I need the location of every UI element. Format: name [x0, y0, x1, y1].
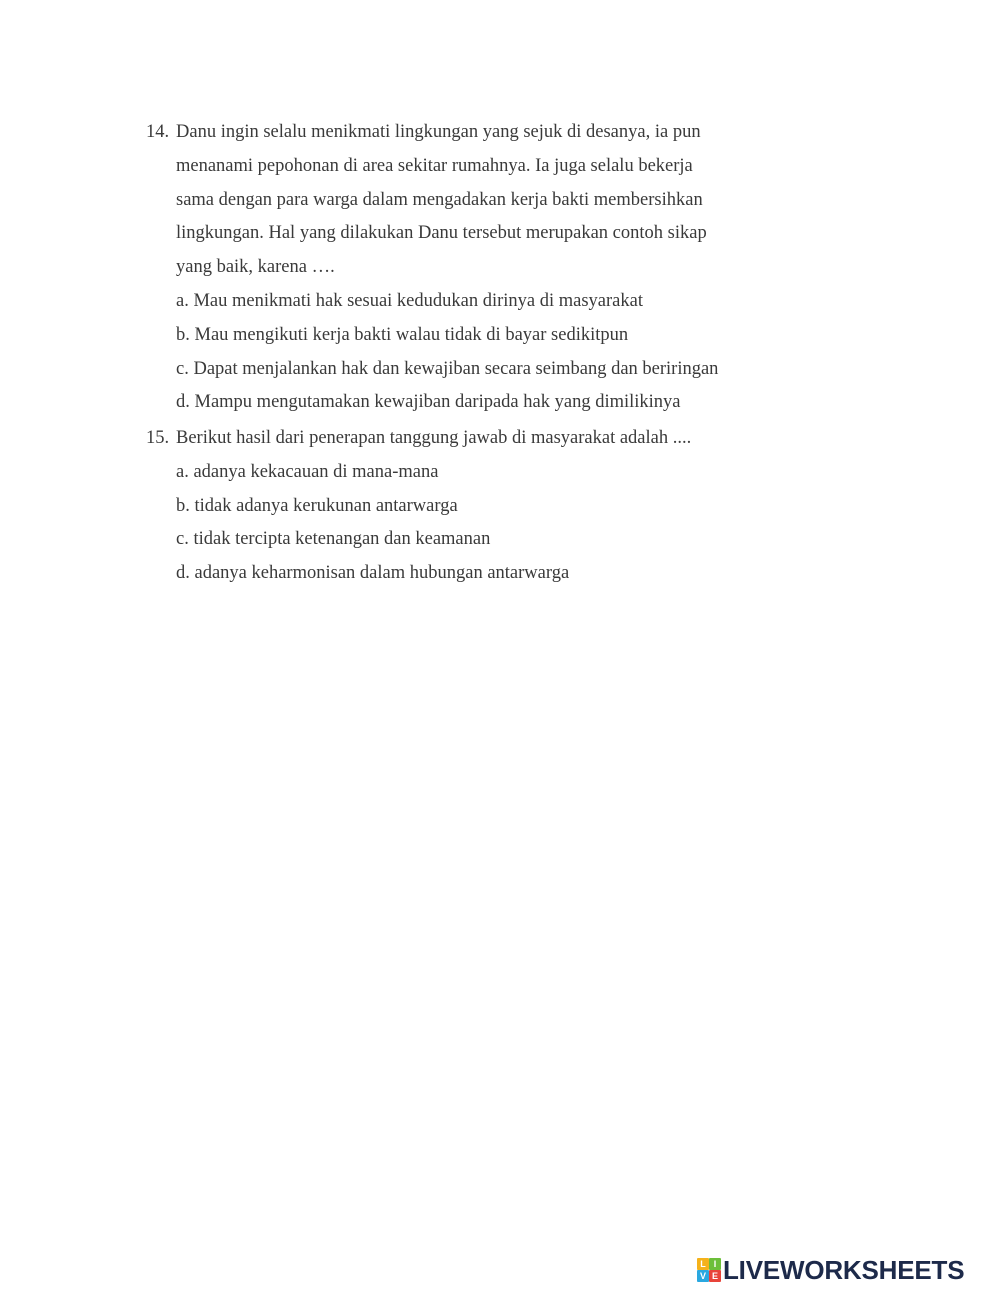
answer-option-d[interactable]: d. Mampu mengutamakan kewajiban daripada hak yang dimilikinya — [176, 392, 681, 413]
question-line: yang baik, karena …. — [176, 257, 335, 278]
logo-letter: I — [709, 1258, 721, 1270]
question-14 — [146, 116, 786, 420]
answer-option-d[interactable]: d. adanya keharmonisan dalam hubungan antarwarga — [176, 563, 570, 584]
question-number: 14. — [146, 122, 170, 142]
question-line: Danu ingin selalu menikmati lingkungan yang sejuk di desanya, ia pun — [176, 122, 701, 142]
question-15 — [146, 422, 786, 591]
brand-wordmark: LIVEWORKSHEETS — [723, 1255, 965, 1285]
answer-option-a[interactable]: a. adanya kekacauan di mana-mana — [176, 461, 439, 482]
answer-option-c[interactable]: c. tidak tercipta ketenangan dan keamanan — [176, 529, 491, 550]
question-number: 15. — [146, 428, 170, 448]
question-line: lingkungan. Hal yang dilakukan Danu tersebut merupakan contoh sikap — [176, 223, 707, 244]
answer-option-b[interactable]: b. Mau mengikuti kerja bakti walau tidak di bayar sedikitpun — [176, 324, 629, 345]
liveworksheets-logo — [697, 1254, 964, 1286]
question-line: Berikut hasil dari penerapan tanggung jawab di masyarakat adalah .... — [176, 428, 692, 448]
live-logo-icon — [697, 1258, 721, 1282]
question-line: sama dengan para warga dalam mengadakan kerja bakti membersihkan — [176, 189, 703, 210]
question-text — [176, 422, 786, 456]
answer-options — [176, 285, 786, 420]
logo-letter: L — [697, 1258, 709, 1270]
logo-letter: E — [709, 1270, 721, 1282]
logo-letter: V — [697, 1270, 709, 1282]
answer-option-a[interactable]: a. Mau menikmati hak sesuai kedudukan dirinya di masyarakat — [176, 290, 643, 311]
question-text — [176, 116, 786, 285]
question-line: menanami pepohonan di area sekitar rumahnya. Ia juga selalu bekerja — [176, 155, 693, 176]
answer-options — [176, 456, 786, 591]
answer-option-b[interactable]: b. tidak adanya kerukunan antarwarga — [176, 495, 458, 516]
answer-option-c[interactable]: c. Dapat menjalankan hak dan kewajiban secara seimbang dan beriringan — [176, 358, 719, 379]
